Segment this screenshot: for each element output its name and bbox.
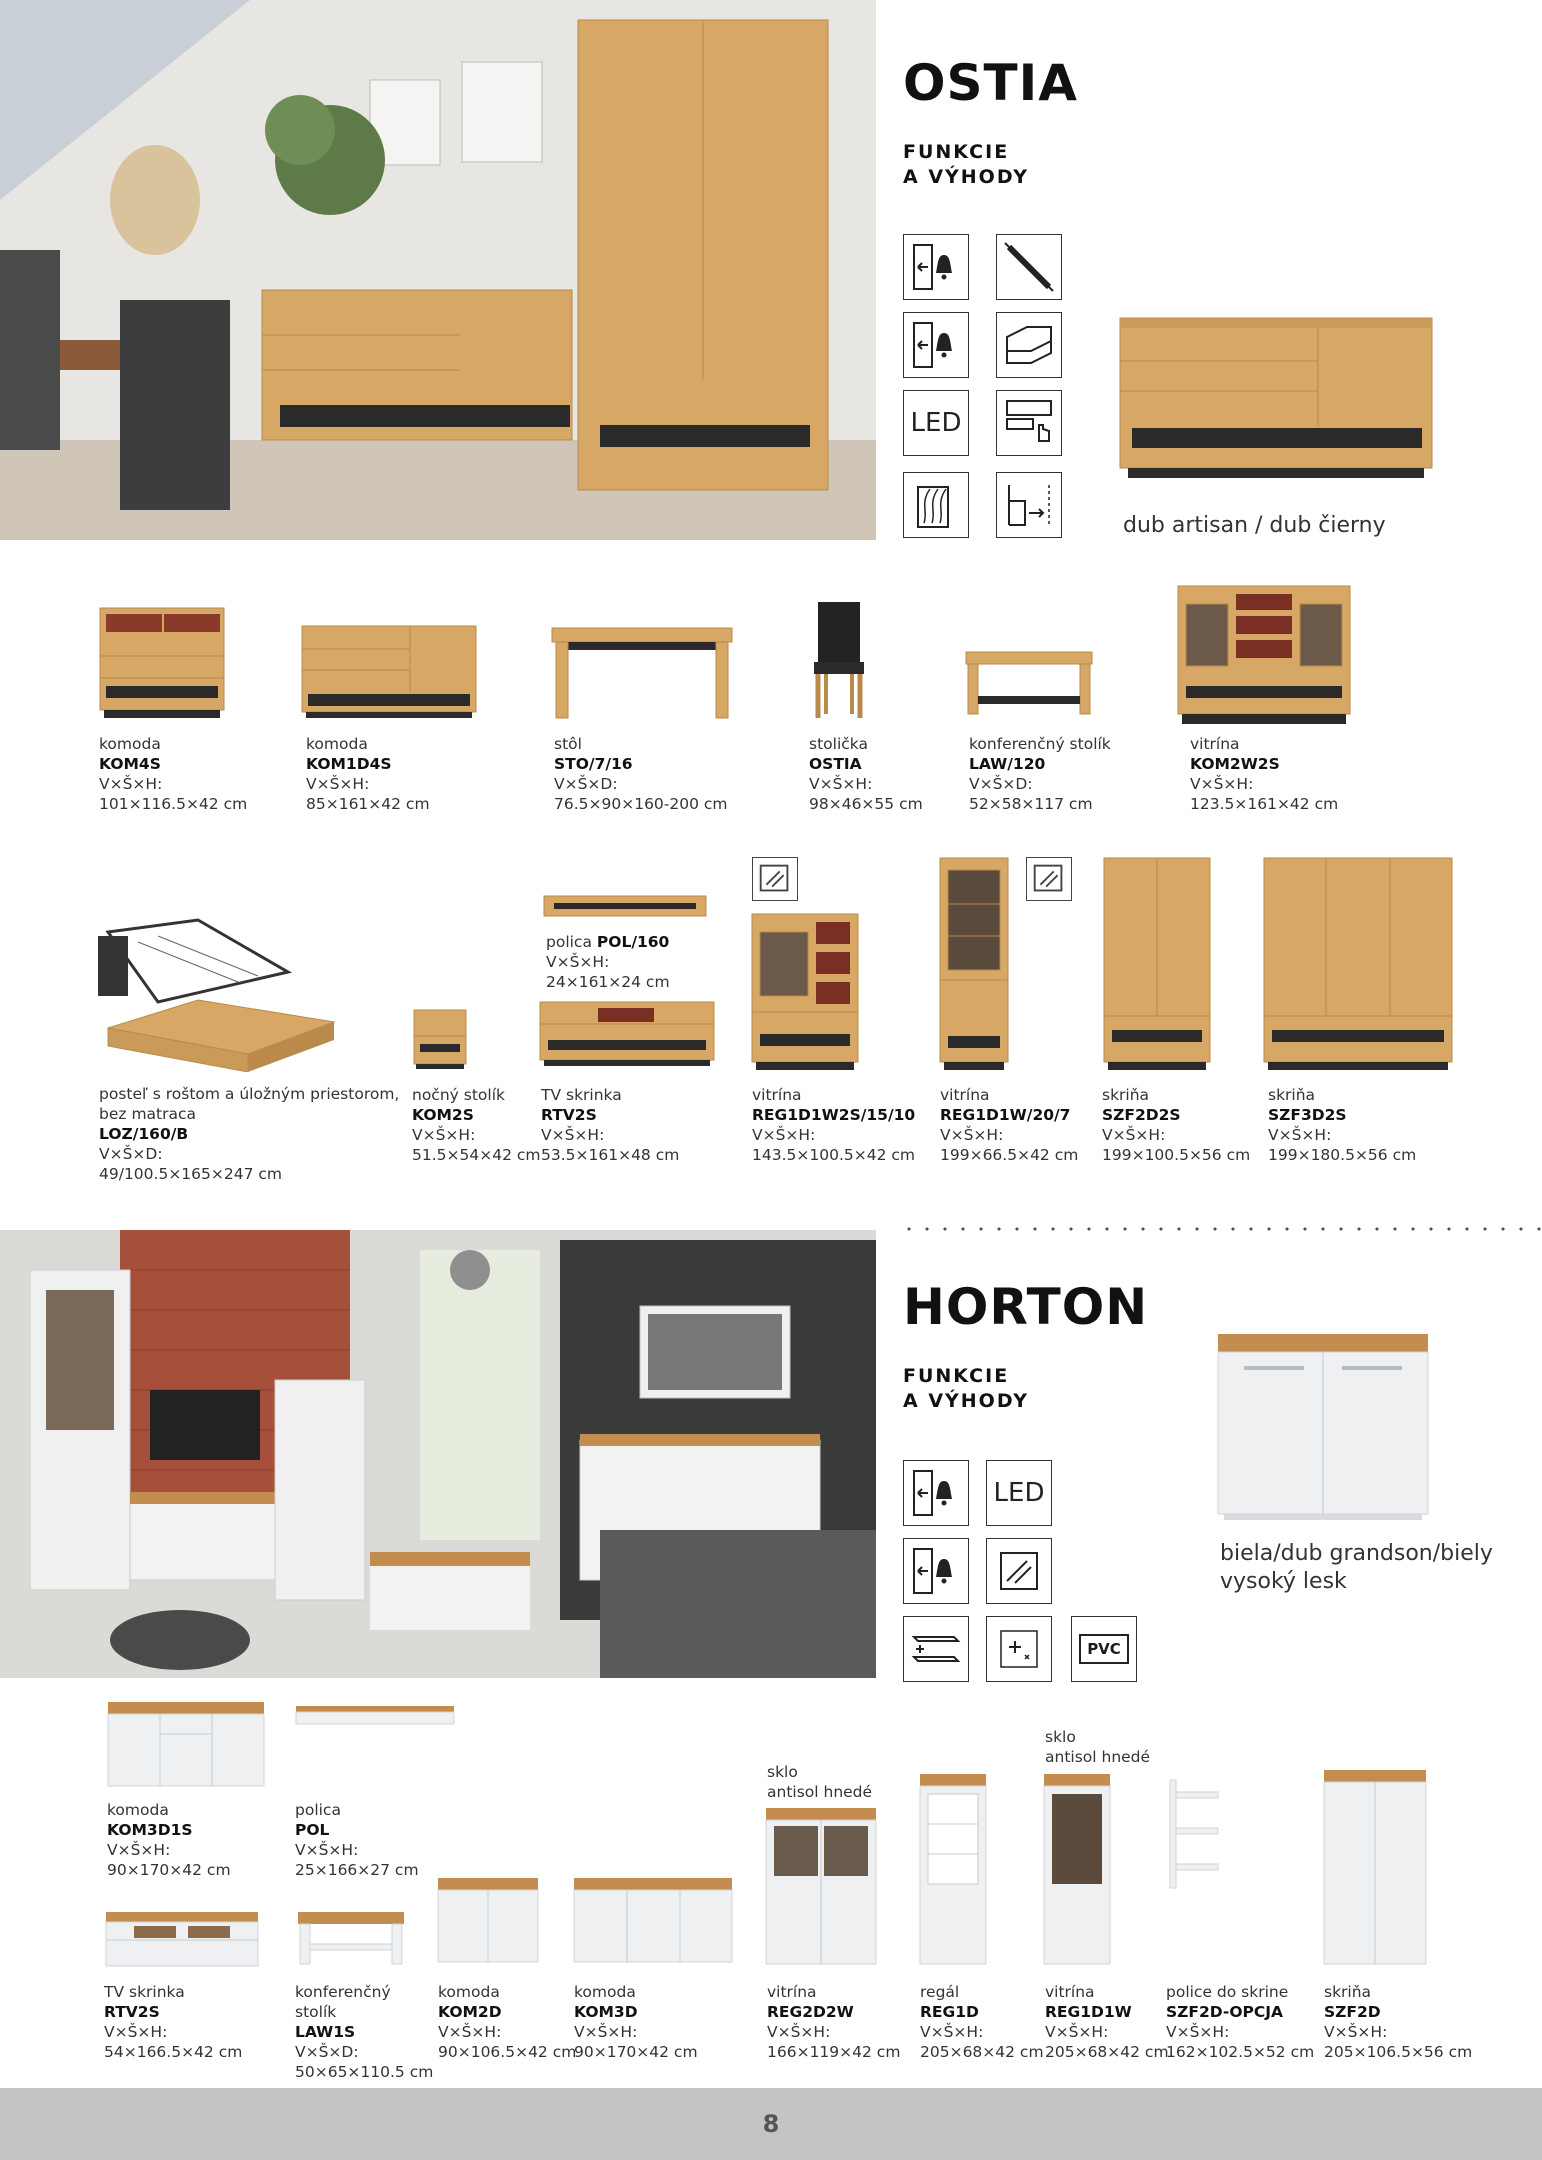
shelf-adjust-icon: [903, 1616, 969, 1682]
item-label: konferenčný stolík: [969, 735, 1111, 753]
item-szf3d2s: [1268, 1085, 1416, 1165]
item-szf2d-opcja: [1166, 1982, 1314, 2062]
item-dims: 199×100.5×56 cm: [1102, 1146, 1251, 1164]
item-label: komoda: [438, 1983, 500, 2001]
product-image-kom3d: [572, 1876, 734, 1966]
item-dim-label: V×Š×H:: [574, 2023, 638, 2041]
item-pol-160: [546, 932, 670, 992]
item-dims: 123.5×161×42 cm: [1190, 795, 1339, 813]
horton-color-label: [1220, 1540, 1493, 1596]
item-dim-label: V×Š×H:: [1324, 2023, 1388, 2041]
item-label-2: bez matraca: [99, 1105, 197, 1123]
item-code: POL/160: [596, 933, 670, 951]
item-dims: 90×106.5×42 cm: [438, 2043, 577, 2061]
item-label: polica: [295, 1801, 341, 1819]
item-dims: 24×161×24 cm: [546, 973, 670, 991]
features-line-1: FUNKCIE: [903, 141, 1010, 163]
item-kom2w2s: [1190, 734, 1338, 814]
item-reg2d2w: [767, 1982, 900, 2062]
product-image-reg2d2w: [764, 1806, 878, 1968]
product-image-kom1d4s: [300, 624, 478, 720]
item-dim-label: V×Š×H:: [546, 953, 610, 971]
item-dims: 199×180.5×56 cm: [1268, 1146, 1417, 1164]
item-loz-160-b: [99, 1084, 399, 1184]
item-code: KOM2D: [438, 2003, 502, 2021]
item-dim-label: V×Š×H:: [99, 775, 163, 793]
item-dims: 98×46×55 cm: [809, 795, 923, 813]
item-dim-label: V×Š×H:: [438, 2023, 502, 2041]
item-code: KOM2W2S: [1190, 755, 1280, 773]
item-dim-label: V×Š×H:: [1045, 2023, 1109, 2041]
led-icon: [986, 1460, 1052, 1526]
product-image-sto-7-16: [550, 626, 734, 720]
item-kom4s: [99, 734, 247, 814]
item-label: vitrína: [1045, 1983, 1095, 2001]
item-label: posteľ s roštom a úložným priestorom,: [99, 1085, 400, 1103]
item-dim-label: V×Š×H:: [767, 2023, 831, 2041]
glass-note-line-1: sklo: [1045, 1728, 1076, 1746]
item-code: KOM3D1S: [107, 1821, 193, 1839]
item-code: SZF3D2S: [1268, 1106, 1347, 1124]
item-dim-label: V×Š×H:: [104, 2023, 168, 2041]
item-kom3d1s: [107, 1800, 231, 1880]
item-code: REG1D1W: [1045, 2003, 1132, 2021]
product-image-kom2d: [436, 1876, 540, 1966]
item-dim-label: V×Š×H:: [1190, 775, 1254, 793]
item-label-inline: [546, 932, 670, 952]
item-label: skriňa: [1102, 1086, 1150, 1104]
item-dims: 101×116.5×42 cm: [99, 795, 248, 813]
item-dim-label: V×Š×H:: [295, 1841, 359, 1859]
soft-close-door-icon: [903, 1460, 969, 1526]
glass-note-line-1: sklo: [767, 1763, 798, 1781]
item-dims: 25×166×27 cm: [295, 1861, 419, 1879]
item-rtv2s-horton: [104, 1982, 242, 2062]
ostia-room-photo: [0, 0, 876, 540]
item-law1s: [295, 1982, 433, 2082]
product-image-rtv2s: [538, 1000, 716, 1068]
product-image-loz-160-b: [98, 912, 338, 1072]
item-code: STO/7/16: [554, 755, 633, 773]
item-label: TV skrinka: [104, 1983, 185, 2001]
item-code: KOM1D4S: [306, 755, 392, 773]
item-reg1d1w-horton: [1045, 1982, 1169, 2062]
section-divider-dots: [900, 1226, 1542, 1232]
features-line-1: FUNKCIE: [903, 1365, 1010, 1387]
product-image-pol: [294, 1704, 456, 1726]
item-dims: 162×102.5×52 cm: [1166, 2043, 1315, 2061]
glass-note-reg1d1w: [1045, 1727, 1150, 1767]
item-code: LAW1S: [295, 2023, 356, 2041]
item-dim-label: V×Š×H:: [1268, 1126, 1332, 1144]
product-image-szf2d: [1322, 1768, 1428, 1968]
product-image-szf2d-opcja: [1166, 1778, 1222, 1890]
item-code: KOM4S: [99, 755, 161, 773]
item-dim-label: V×Š×H:: [107, 1841, 171, 1859]
item-label: komoda: [574, 1983, 636, 2001]
item-kom2d: [438, 1982, 576, 2062]
led-label: LED: [910, 408, 962, 438]
item-code: REG1D1W/20/7: [940, 1106, 1071, 1124]
product-image-kom4s: [98, 606, 226, 720]
item-code: RTV2S: [104, 2003, 160, 2021]
item-rtv2s: [541, 1085, 679, 1165]
features-line-2: A VÝHODY: [903, 1390, 1029, 1412]
product-image-rtv2s-horton: [104, 1910, 260, 1970]
item-reg1d1w-20-7: [940, 1085, 1078, 1165]
glass-note-line-2: antisol hnedé: [1045, 1748, 1151, 1766]
glass-note-line-2: antisol hnedé: [767, 1783, 873, 1801]
item-dim-label: V×Š×D:: [295, 2043, 359, 2061]
item-sto-7-16: [554, 734, 728, 814]
ostia-features-title: [903, 140, 1029, 190]
product-image-szf2d2s: [1102, 856, 1212, 1072]
item-dims: 76.5×90×160-200 cm: [554, 795, 728, 813]
product-image-law1s: [296, 1910, 406, 1966]
item-code: RTV2S: [541, 1106, 597, 1124]
product-image-kom2s: [412, 1008, 468, 1070]
item-dim-label: V×Š×D:: [99, 1145, 163, 1163]
item-label: stôl: [554, 735, 582, 753]
item-code: SZF2D2S: [1102, 1106, 1181, 1124]
item-label: vitrína: [940, 1086, 990, 1104]
item-code: SZF2D-OPCJA: [1166, 2003, 1284, 2021]
item-dims: 90×170×42 cm: [107, 1861, 231, 1879]
item-dims: 205×106.5×56 cm: [1324, 2043, 1473, 2061]
item-label-2: stolík: [295, 2003, 337, 2021]
item-dim-label: V×Š×H:: [1102, 1126, 1166, 1144]
page-number: 8: [762, 2110, 780, 2138]
item-code: KOM3D: [574, 2003, 638, 2021]
product-image-chair-ostia: [810, 600, 868, 720]
ostia-color-sample-sideboard: [1118, 316, 1434, 488]
sparkle-icon: [986, 1616, 1052, 1682]
item-dims: 205×68×42 cm: [1045, 2043, 1169, 2061]
wood-texture-icon: [903, 472, 969, 538]
item-label: komoda: [107, 1801, 169, 1819]
item-dims: 52×58×117 cm: [969, 795, 1093, 813]
product-image-kom2w2s: [1176, 584, 1352, 728]
item-code: REG1D1W2S/15/10: [752, 1106, 916, 1124]
item-code: LOZ/160/B: [99, 1125, 189, 1143]
item-dims: 53.5×161×48 cm: [541, 1146, 680, 1164]
item-dim-label: V×Š×H:: [920, 2023, 984, 2041]
horton-color-line-1: biela/dub grandson/biely: [1220, 1541, 1493, 1566]
item-law-120: [969, 734, 1111, 814]
item-code: POL: [295, 1821, 330, 1839]
item-dims: 54×166.5×42 cm: [104, 2043, 243, 2061]
glass-icon: [986, 1538, 1052, 1604]
led-label: LED: [993, 1478, 1045, 1508]
item-dims: 166×119×42 cm: [767, 2043, 901, 2061]
item-label: stolička: [809, 735, 868, 753]
item-dim-label: V×Š×D:: [969, 775, 1033, 793]
item-dim-label: V×Š×H:: [1166, 2023, 1230, 2041]
product-image-kom3d1s: [106, 1700, 266, 1790]
item-dim-label: V×Š×H:: [752, 1126, 816, 1144]
item-label: nočný stolík: [412, 1086, 505, 1104]
item-reg1d: [920, 1982, 1044, 2062]
item-code: REG1D: [920, 2003, 979, 2021]
product-image-reg1d1w2s: [750, 912, 860, 1072]
item-szf2d2s: [1102, 1085, 1250, 1165]
features-line-2: A VÝHODY: [903, 166, 1029, 188]
drawer-full-extension-icon: [996, 472, 1062, 538]
product-image-szf3d2s: [1262, 856, 1454, 1072]
item-dim-label: V×Š×D:: [554, 775, 618, 793]
item-dims: 85×161×42 cm: [306, 795, 430, 813]
item-code: LAW/120: [969, 755, 1046, 773]
horton-features-title: [903, 1364, 1029, 1414]
item-pol: [295, 1800, 419, 1880]
item-label: komoda: [306, 735, 368, 753]
item-label: vitrína: [752, 1086, 802, 1104]
product-image-reg1d1w: [938, 856, 1010, 1072]
item-dims: 50×65×110.5 cm: [295, 2063, 434, 2081]
item-kom2s: [412, 1085, 540, 1165]
horton-room-photo: [0, 1230, 876, 1678]
item-szf2d: [1324, 1982, 1472, 2062]
glass-icon: [1026, 857, 1072, 901]
item-label: TV skrinka: [541, 1086, 622, 1104]
item-code: REG2D2W: [767, 2003, 854, 2021]
item-label: skriňa: [1268, 1086, 1316, 1104]
soft-close-drawer-icon: [996, 312, 1062, 378]
item-label: konferenčný: [295, 1983, 391, 2001]
product-image-law-120: [964, 650, 1094, 716]
push-open-door-icon: [903, 312, 969, 378]
item-dims: 49/100.5×165×247 cm: [99, 1165, 283, 1183]
rolling-pin-icon: [996, 234, 1062, 300]
horton-color-sample-sideboard: [1214, 1332, 1432, 1522]
item-kom1d4s: [306, 734, 430, 814]
soft-close-door-icon: [903, 234, 969, 300]
product-image-pol-160: [542, 894, 708, 918]
item-code: KOM2S: [412, 1106, 474, 1124]
pvc-icon: [1071, 1616, 1137, 1682]
item-dim-label: V×Š×H:: [809, 775, 873, 793]
item-dim-label: V×Š×H:: [940, 1126, 1004, 1144]
item-label: vitrína: [1190, 735, 1240, 753]
item-label: police do skrine: [1166, 1983, 1289, 2001]
item-dims: 51.5×54×42 cm: [412, 1146, 541, 1164]
item-kom3d: [574, 1982, 698, 2062]
item-label: komoda: [99, 735, 161, 753]
item-dims: 143.5×100.5×42 cm: [752, 1146, 915, 1164]
item-code: SZF2D: [1324, 2003, 1381, 2021]
item-label: polica: [546, 933, 592, 951]
item-label: regál: [920, 1983, 960, 2001]
pvc-label: PVC: [1079, 1634, 1129, 1664]
page-footer: [0, 2088, 1542, 2160]
item-dim-label: V×Š×H:: [306, 775, 370, 793]
product-image-reg1d1w-horton: [1042, 1772, 1112, 1968]
ostia-color-label: dub artisan / dub čierny: [1123, 513, 1386, 538]
horton-title: HORTON: [903, 1278, 1149, 1336]
item-code: OSTIA: [809, 755, 862, 773]
horton-color-line-2: vysoký lesk: [1220, 1569, 1347, 1594]
item-dims: 205×68×42 cm: [920, 2043, 1044, 2061]
glass-icon: [752, 857, 798, 901]
item-dims: 90×170×42 cm: [574, 2043, 698, 2061]
item-chair-ostia: [809, 734, 923, 814]
push-open-door-icon: [903, 1538, 969, 1604]
led-icon: [903, 390, 969, 456]
item-dim-label: V×Š×H:: [412, 1126, 476, 1144]
product-image-reg1d: [918, 1772, 988, 1968]
glass-note-reg2d2w: [767, 1762, 872, 1802]
ostia-title: OSTIA: [903, 54, 1078, 112]
item-dims: 199×66.5×42 cm: [940, 1146, 1079, 1164]
item-label: skriňa: [1324, 1983, 1372, 2001]
item-label: vitrína: [767, 1983, 817, 2001]
item-dim-label: V×Š×H:: [541, 1126, 605, 1144]
touch-drawer-icon: [996, 390, 1062, 456]
item-reg1d1w2s: [752, 1085, 915, 1165]
